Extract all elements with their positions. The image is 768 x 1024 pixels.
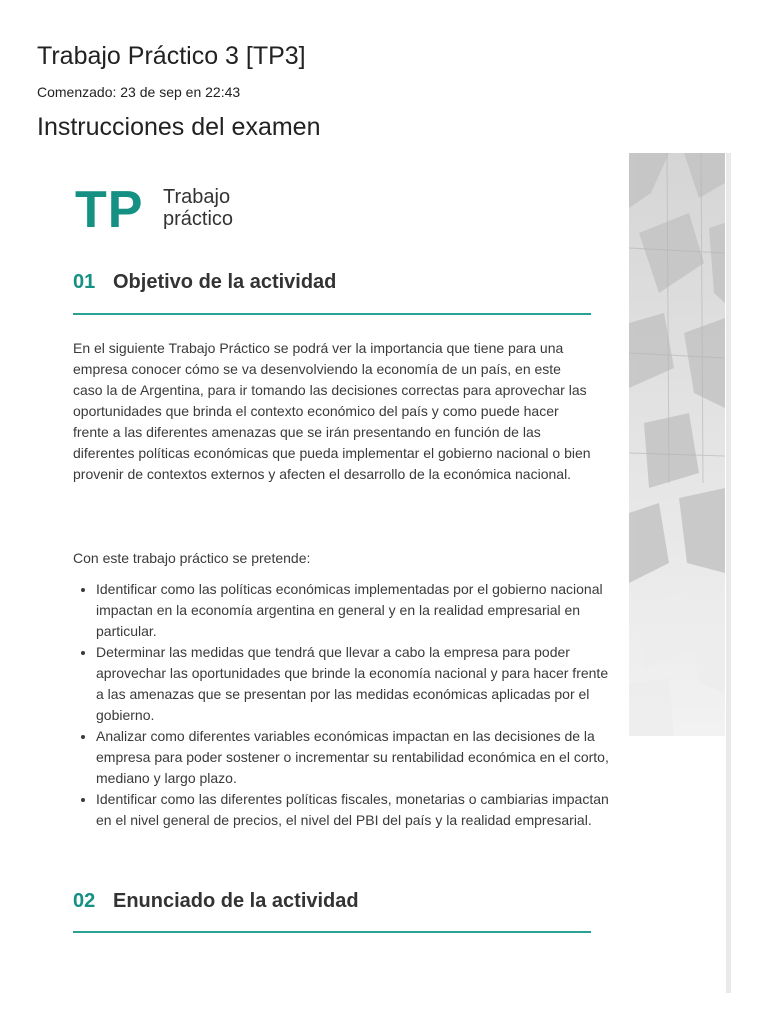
- list-item: • Identificar como las políticas económicas implementadas por el gobierno nacional impactan en la economía argentina en general y en la realidad empresarial en particular.: [96, 579, 618, 642]
- goals-intro: Con este trabajo práctico se pretende:: [73, 550, 311, 566]
- section-title: Enunciado de la actividad: [113, 890, 359, 912]
- logo-tp-mark: TP: [75, 181, 144, 239]
- list-item: • Analizar como diferentes variables económicas impactan en las decisiones de la empresa para poder sostener o incrementar su rentabilidad económica en el corto, mediano y largo plazo.: [96, 726, 618, 789]
- objective-paragraph: En el siguiente Trabajo Práctico se podrá ver la importancia que tiene para una empresa conocer cómo se va desenvolviendo la economía de un país, en este caso la de Argentina, para ir tomando las decisiones correctas para aprovechar las oportunidades que brinda el contexto económico del país y como puede hacer frente a las diferentes amenazas que se irán presentando en función de las diferentes políticas económicas que pueda implementar el gobierno nacional o bien provenir de contextos externos y afecten el desarrollo de la económica nacional.: [73, 340, 591, 482]
- decorative-pattern-image: [629, 153, 725, 736]
- list-item: • Determinar las medidas que tendrá que llevar a cabo la empresa para poder aprovechar las oportunidades que brinde la economía nacional y para hacer frente a las amenazas que se presentan por las medidas económicas aplicadas por el gobierno.: [96, 642, 618, 726]
- instructions-heading: Instrucciones del examen: [37, 113, 321, 141]
- page-title: Trabajo Práctico 3 [TP3]: [37, 42, 306, 70]
- logo-caption: [163, 186, 283, 230]
- section-title: Objetivo de la actividad: [113, 271, 337, 293]
- list-item: • Identificar como las diferentes políticas fiscales, monetarias o cambiarias impactan en el nivel general de precios, el nivel del PBI del país y la realidad empresarial.: [96, 789, 618, 831]
- logo-caption-line1: Trabajo: [163, 186, 231, 208]
- goals-list: [73, 579, 618, 831]
- section-number: 01: [73, 271, 96, 293]
- section-divider: [73, 931, 591, 933]
- section-number: 02: [73, 890, 96, 912]
- section-divider: [73, 313, 591, 315]
- decorative-pattern-svg: [629, 153, 725, 736]
- vertical-divider: [726, 153, 731, 993]
- logo-caption-line2: práctico: [163, 208, 234, 230]
- start-timestamp: Comenzado: 23 de sep en 22:43: [37, 84, 241, 100]
